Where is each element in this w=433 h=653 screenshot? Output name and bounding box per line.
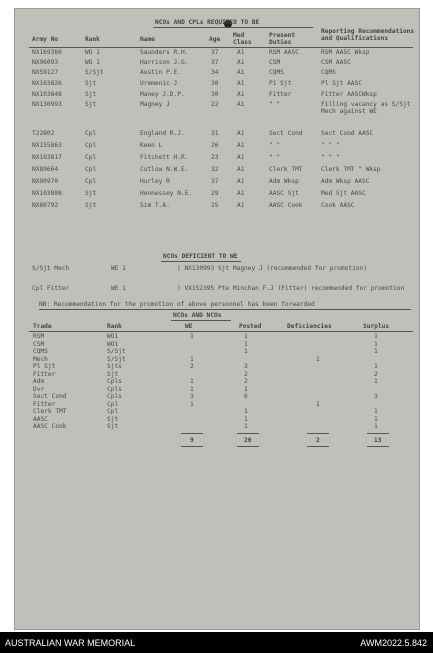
total-line-def <box>307 433 329 434</box>
title-underline <box>153 27 313 28</box>
sum-cell-12-0: AASC Cook <box>33 423 67 430</box>
nb-line: NB: Recommendation for the promotion of above personnel has been forwarded <box>39 301 315 308</box>
cell-0-1: WO 1 <box>85 49 100 56</box>
deficient-underline <box>161 261 241 262</box>
sum-cell-1-0: CSM <box>33 340 45 348</box>
cell-3-5: P1 Sjt <box>269 80 292 87</box>
cell-8-2: Fitchett H.R. <box>140 154 189 161</box>
cell-7-2: Keen L <box>140 142 163 149</box>
total-line-posted <box>237 433 259 434</box>
sum-cell-11-0: AASC <box>33 415 48 423</box>
cell-5-6: Filling vacancy as S/Sjt Mech against WE <box>321 101 411 115</box>
cell-10-3: 37 <box>211 178 219 185</box>
cell-1-0: NX96093 <box>32 59 59 66</box>
cell-0-4: A1 <box>237 49 245 56</box>
footer-accession: AWM2022.5.842 <box>360 638 427 648</box>
cell-8-1: Cpl <box>85 154 97 161</box>
cell-6-3: 31 <box>211 130 219 137</box>
sum-cell-4-3: 3 <box>244 363 248 370</box>
sum-cell-2-1: S/Sjt <box>107 348 126 355</box>
cell-10-5: Adm Wksp <box>269 178 299 185</box>
sum-cell-2-0: CQMS <box>33 348 48 355</box>
cell-1-4: A1 <box>237 59 245 66</box>
cell-12-5: AASC Cook <box>269 202 303 209</box>
cell-6-6: Sect Cond AASC <box>321 130 374 137</box>
cell-9-2: Cutlow N.W.E. <box>140 166 189 173</box>
cell-3-3: 30 <box>211 80 219 87</box>
cell-7-0: NX155863 <box>32 142 62 149</box>
sum-cell-3-1: S/Sjt <box>107 355 126 363</box>
hdr-army-no: Army No <box>32 36 59 43</box>
cell-0-0: NX169380 <box>32 49 62 56</box>
sum-cell-6-5: 1 <box>374 378 378 385</box>
cell-5-1: Sjt <box>85 101 97 108</box>
deficient-trade-1: S/Sjt Mech <box>32 265 70 272</box>
footer-bar <box>0 632 433 653</box>
sum-cell-7-1: Cpls <box>107 385 122 393</box>
cell-3-6: Pl Sjt AASC <box>321 80 362 87</box>
total-we: 9 <box>190 437 194 444</box>
sum-cell-9-2: 1 <box>190 400 194 408</box>
hdr-recommendations: Reporting Recommendations and Qualifications <box>321 28 415 42</box>
sum-hdr-we: WE <box>185 323 193 330</box>
cell-10-1: Cpl <box>85 178 97 185</box>
cell-2-1: S/Sjt <box>85 69 104 76</box>
summary-title: NCOs AND NCOs <box>173 312 222 319</box>
cell-5-3: 22 <box>211 101 219 108</box>
cell-4-3: 30 <box>211 91 219 98</box>
sum-cell-5-3: 2 <box>244 370 248 378</box>
deficient-title: NCOs DEFICIENT TO WE <box>163 253 238 260</box>
total-double-surplus <box>367 446 389 447</box>
cell-2-6: CQMS <box>321 69 336 76</box>
sum-cell-4-2: 2 <box>190 363 194 370</box>
cell-1-6: CSM AASC <box>321 59 351 66</box>
cell-6-1: Cpl <box>85 130 97 137</box>
summary-header-underline <box>29 331 413 332</box>
sum-hdr-surplus: Surplus <box>363 323 390 330</box>
cell-1-5: CSM <box>269 59 281 66</box>
cell-1-1: WO 1 <box>85 59 100 66</box>
cell-1-2: Harrison J.G. <box>140 59 189 66</box>
deficient-trade-2: Cpl Fitter <box>32 285 70 292</box>
cell-6-2: England R.J. <box>140 130 185 137</box>
cell-12-3: 25 <box>211 202 219 209</box>
cell-3-0: NX103826 <box>32 80 62 87</box>
cell-11-1: Sjt <box>85 190 97 197</box>
cell-11-4: A1 <box>237 190 245 197</box>
cell-8-0: NX103817 <box>32 154 62 161</box>
sum-cell-10-1: Cpl <box>107 408 119 415</box>
cell-2-4: A1 <box>237 69 245 76</box>
cell-0-6: RSM AASC Wksp <box>321 49 370 56</box>
cell-12-0: NX80792 <box>32 202 59 209</box>
cell-5-4: A1 <box>237 101 245 108</box>
cell-5-0: NX130993 <box>32 101 62 108</box>
sum-cell-1-1: WO1 <box>107 340 119 348</box>
sum-hdr-posted: Posted <box>239 323 262 330</box>
hdr-present-duties: Present Duties <box>269 32 296 46</box>
sum-cell-0-2: 1 <box>190 333 194 340</box>
sum-cell-4-5: 1 <box>374 363 378 370</box>
total-double-we <box>181 446 203 447</box>
cell-11-6: Med Sjt AASC <box>321 190 366 197</box>
sum-cell-0-0: RSM <box>33 333 45 340</box>
deficient-note-2: ) VX152395 Pte Minchan F.J (Fitter) recommended for promotion <box>177 285 405 292</box>
cell-7-1: Cpl <box>85 142 97 149</box>
cell-7-6: " " " <box>321 142 340 149</box>
sum-cell-5-5: 2 <box>374 370 378 378</box>
cell-11-0: NX103808 <box>32 190 62 197</box>
sum-cell-4-1: Sjts <box>107 363 122 370</box>
cell-10-6: Adm Wksp AASC <box>321 178 370 185</box>
sum-cell-11-3: 1 <box>244 415 248 423</box>
deficient-we-1: WE 1 <box>111 265 126 272</box>
doc-title: NCOs AND CPLs REQUIRED TO BE <box>155 19 260 26</box>
cell-9-4: A1 <box>237 166 245 173</box>
cell-4-6: Fitter AASCWksp <box>321 91 377 98</box>
cell-2-0: NX59127 <box>32 69 59 76</box>
sum-cell-12-1: Sjt <box>107 423 119 430</box>
total-line-we <box>181 433 203 434</box>
cell-2-2: Austin P.E. <box>140 69 181 76</box>
cell-10-4: A1 <box>237 178 245 185</box>
cell-7-4: A1 <box>237 142 245 149</box>
sum-cell-8-3: 6 <box>244 393 248 400</box>
cell-9-5: Clerk TMT <box>269 166 303 173</box>
cell-3-4: A1 <box>237 80 245 87</box>
sum-cell-9-1: Cpl <box>107 400 119 408</box>
cell-11-2: Hennessey N.E. <box>140 190 193 197</box>
sum-cell-8-0: Sect Cond <box>33 393 67 400</box>
cell-2-5: CQMS <box>269 69 284 76</box>
sum-hdr-trade: Trade <box>33 323 52 330</box>
sum-cell-1-3: 1 <box>244 340 248 348</box>
sum-hdr-deficiencies: Deficiencies <box>287 323 332 330</box>
document-page <box>14 8 420 630</box>
deficient-we-2: WE 1 <box>111 285 126 292</box>
cell-3-1: Sjt <box>85 80 97 87</box>
cell-12-6: Cook AASC <box>321 202 355 209</box>
sum-cell-8-5: 3 <box>374 393 378 400</box>
total-posted: 20 <box>244 437 252 444</box>
sum-cell-3-4: 1 <box>316 355 320 363</box>
summary-title-underline <box>171 320 231 321</box>
hdr-med-class: Med Class <box>233 32 252 46</box>
cell-6-0: T22802 <box>32 130 55 137</box>
total-surplus: 13 <box>374 437 382 444</box>
cell-8-4: A1 <box>237 154 245 161</box>
cell-8-3: 23 <box>211 154 219 161</box>
cell-11-3: 29 <box>211 190 219 197</box>
cell-0-2: Saunders R.H. <box>140 49 189 56</box>
sum-cell-2-5: 1 <box>374 348 378 355</box>
sum-cell-5-1: Sjt <box>107 370 119 378</box>
cell-4-2: Maney J.D.P. <box>140 91 185 98</box>
sum-cell-8-2: 3 <box>190 393 194 400</box>
cell-8-6: " " " <box>321 154 340 161</box>
total-deficiencies: 2 <box>316 437 320 444</box>
cell-9-1: Cpl <box>85 166 97 173</box>
cell-0-5: RSM AASC <box>269 49 299 56</box>
cell-8-5: " " <box>269 154 281 161</box>
sum-cell-7-0: Dvr <box>33 385 45 393</box>
cell-6-5: Sect Cond <box>269 130 303 137</box>
cell-5-2: Magney J <box>140 101 170 108</box>
sum-cell-6-1: Cpls <box>107 378 122 385</box>
cell-9-3: 32 <box>211 166 219 173</box>
sum-cell-3-2: 1 <box>190 355 194 363</box>
cell-4-1: Sjt <box>85 91 97 98</box>
cell-12-2: Sim T.A. <box>140 202 170 209</box>
cell-4-0: NX103848 <box>32 91 62 98</box>
hdr-name: Name <box>140 36 155 43</box>
sum-cell-10-0: Clerk TMT <box>33 408 67 415</box>
sum-cell-0-5: 1 <box>374 333 378 340</box>
cell-4-5: Fitter <box>269 91 292 98</box>
sum-cell-9-4: 1 <box>316 400 320 408</box>
nb-underline <box>39 309 411 310</box>
total-double-def <box>307 446 329 447</box>
cell-12-1: Sjt <box>85 202 97 209</box>
sum-cell-10-5: 1 <box>374 408 378 415</box>
cell-9-0: NX89664 <box>32 166 59 173</box>
cell-12-4: A1 <box>237 202 245 209</box>
cell-9-6: Clerk TMT " Wksp <box>321 166 381 173</box>
sum-cell-11-1: Sjt <box>107 415 119 423</box>
footer-source: AUSTRALIAN WAR MEMORIAL <box>5 638 136 648</box>
cell-11-5: AASC Sjt <box>269 190 299 197</box>
header-underline <box>29 47 413 48</box>
sum-hdr-rank: Rank <box>107 323 122 330</box>
sum-cell-5-0: Fitter <box>33 370 56 378</box>
sum-cell-9-0: Fitter <box>33 400 56 408</box>
sum-cell-1-5: 1 <box>374 340 378 348</box>
hdr-rank: Rank <box>85 36 100 43</box>
cell-7-5: " " <box>269 142 281 149</box>
sum-cell-0-1: WO1 <box>107 333 119 340</box>
sum-cell-7-2: 1 <box>190 385 194 393</box>
sum-cell-8-1: Cpls <box>107 393 122 400</box>
total-line-surplus <box>367 433 389 434</box>
cell-1-3: 37 <box>211 59 219 66</box>
sum-cell-6-3: 2 <box>244 378 248 385</box>
cell-10-0: NX90970 <box>32 178 59 185</box>
sum-cell-7-3: 1 <box>244 385 248 393</box>
sum-cell-3-0: Mech <box>33 355 48 363</box>
cell-5-5: " " <box>269 101 281 108</box>
sum-cell-12-5: 1 <box>374 423 378 430</box>
sum-cell-11-5: 1 <box>374 415 378 423</box>
cell-2-3: 34 <box>211 69 219 76</box>
cell-3-2: Uremenic J <box>140 80 178 87</box>
sum-cell-4-0: Pl Sjt <box>33 363 56 370</box>
sum-cell-0-3: 1 <box>244 333 248 340</box>
hdr-age: Age <box>209 36 221 43</box>
total-double-posted <box>237 446 259 447</box>
cell-10-2: Hurley R <box>140 178 170 185</box>
sum-cell-6-2: 1 <box>190 378 194 385</box>
deficient-note-1: ) NX130993 Sjt Magney J (recommended for promotion) <box>177 265 367 272</box>
cell-6-4: A1 <box>237 130 245 137</box>
sum-cell-10-3: 1 <box>244 408 248 415</box>
cell-4-4: A1 <box>237 91 245 98</box>
sum-cell-12-3: 1 <box>244 423 248 430</box>
sum-cell-6-0: Adm <box>33 378 45 385</box>
cell-7-3: 26 <box>211 142 219 149</box>
sum-cell-2-3: 1 <box>244 348 248 355</box>
cell-0-3: 37 <box>211 49 219 56</box>
